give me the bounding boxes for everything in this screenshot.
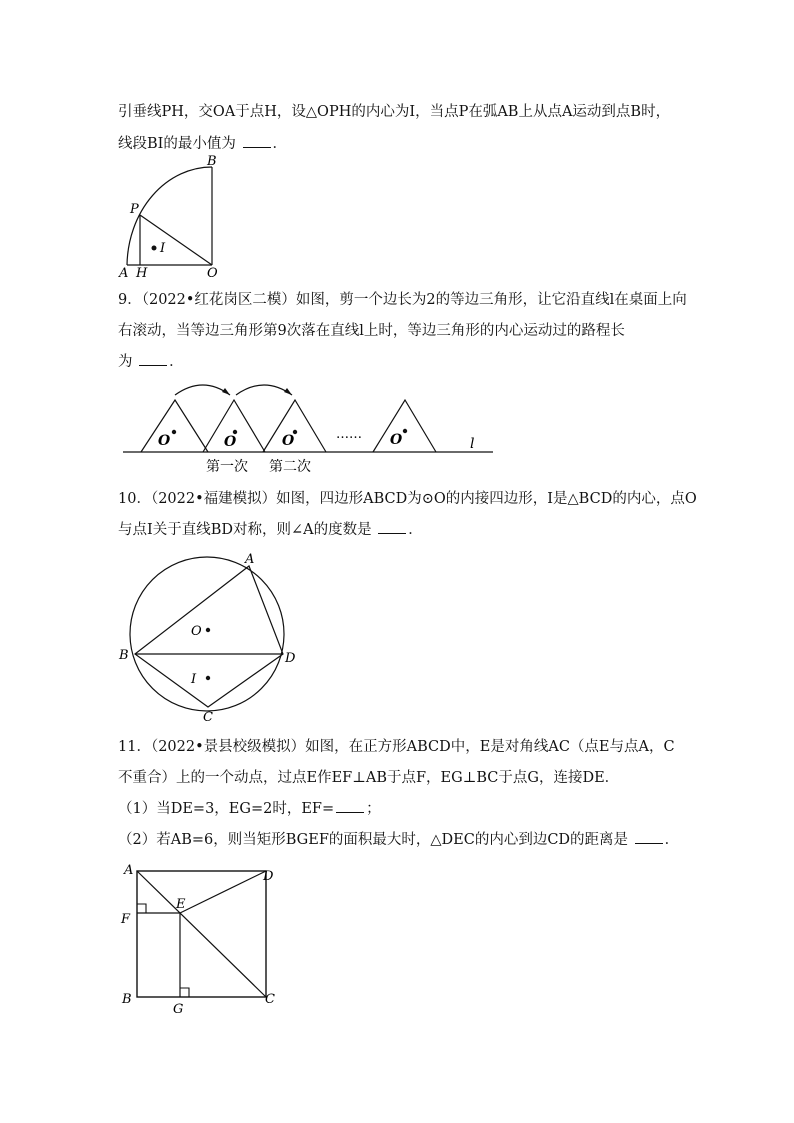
q11-line4-suffix: ． <box>664 832 680 848</box>
q9-line3-suffix: ． <box>169 354 184 370</box>
q9-text-line1: 9．（2022•红花岗区二模）如图，剪一个边长为2的等边三角形，让它沿直线l在桌面上向 <box>118 292 687 308</box>
q8-figure <box>110 155 240 285</box>
label-o2: O <box>224 434 237 450</box>
label-b: B <box>122 992 132 1007</box>
answer-blank <box>336 800 364 813</box>
q11-figure <box>115 858 290 1018</box>
q11-line3-prefix: （1）当DE=3，EG=2时，EF= <box>118 801 335 817</box>
label-first: 第一次 <box>206 459 248 475</box>
label-a: A <box>245 552 255 567</box>
q8-text-line2 <box>118 134 287 154</box>
q8-text-line1: 引垂线PH，交OA于点H，设△OPH的内心为I，当点P在弧AB上从点A运动到点B时， <box>118 104 671 120</box>
q11-text-line2: 不重合）上的一个动点，过点E作EF⊥AB于点F，EG⊥BC于点G，连接DE． <box>118 770 620 786</box>
answer-blank <box>243 135 271 148</box>
label-c: C <box>265 992 275 1007</box>
answer-blank <box>378 521 406 534</box>
label-a: A <box>119 266 129 281</box>
q8-line2-prefix: 线段BI的最小值为 <box>118 136 236 152</box>
label-d: D <box>263 869 274 884</box>
label-i: I <box>160 241 166 256</box>
q10-figure <box>115 550 305 725</box>
label-o: O <box>207 266 218 281</box>
q11-text-line4 <box>118 830 679 850</box>
label-h: H <box>136 266 148 281</box>
q9-text-line3 <box>118 352 184 372</box>
ellipsis: …… <box>336 427 362 442</box>
label-a: A <box>124 863 134 878</box>
q9-line3-prefix: 为 <box>118 354 133 370</box>
label-f: F <box>121 912 131 927</box>
answer-blank <box>635 831 663 844</box>
label-o3: O <box>282 433 295 449</box>
q9-text-line2: 右滚动，当等边三角形第9次落在直线l上时，等边三角形的内心运动过的路程长 <box>118 323 625 339</box>
q10-text-line1: 10．（2022•福建模拟）如图，四边形ABCD为⊙O的内接四边形，I是△BCD的内心，点O <box>118 491 697 507</box>
label-p: P <box>130 202 139 217</box>
answer-blank <box>139 353 167 366</box>
label-b: B <box>207 154 217 169</box>
label-l: l <box>470 436 475 452</box>
q10-line2-suffix: ． <box>408 522 423 538</box>
q8-line2-suffix: ． <box>272 136 287 152</box>
label-second: 第二次 <box>269 459 311 475</box>
label-o: O <box>191 624 202 639</box>
q9-figure <box>118 380 498 480</box>
q11-line3-suffix: ； <box>366 801 381 817</box>
q10-line2-prefix: 与点I关于直线BD对称，则∠A的度数是 <box>118 522 372 538</box>
label-o1: O <box>158 433 171 449</box>
q11-line4-prefix: （2）若AB=6，则当矩形BGEF的面积最大时，△DEC的内心到边CD的距离是 <box>118 832 629 848</box>
label-b: B <box>119 648 129 663</box>
label-o4: O <box>390 432 403 448</box>
label-e: E <box>176 897 186 912</box>
q11-text-line1: 11．（2022•景县校级模拟）如图，在正方形ABCD中，E是对角线AC（点E与点A，C <box>118 739 675 755</box>
q11-text-line3 <box>118 799 381 819</box>
label-g: G <box>173 1002 184 1017</box>
label-i: I <box>191 672 197 687</box>
label-c: C <box>203 710 213 725</box>
q10-text-line2 <box>118 520 423 540</box>
label-d: D <box>285 651 296 666</box>
